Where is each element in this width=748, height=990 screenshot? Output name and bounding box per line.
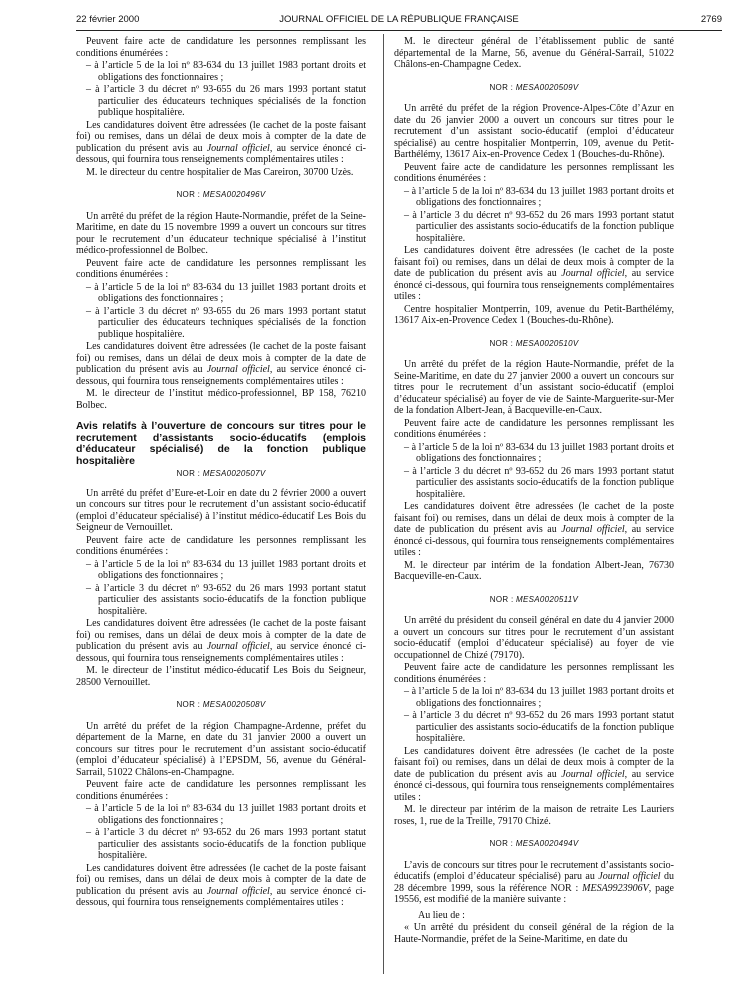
paragraph: Les candidatures doivent être adressées (le cachet de la poste faisant foi) ou remises, dans un délai de deux mois à compter de la date de publication du présent avis au Journal officiel, au service énoncé ci-dessous, qui fournira tous renseignements complémentaires utiles : <box>394 245 674 302</box>
list-item: – à l’article 5 de la loi nº 83-634 du 13 juillet 1983 portant droits et obligations des fonctionnaires ; <box>404 686 674 709</box>
paragraph: « Un arrêté du président du conseil général de la région de la Haute-Normandie, préfet de la Seine-Maritime, en date du <box>394 922 674 945</box>
paragraph: Un arrêté du préfet de la région Haute-Normandie, préfet de la Seine-Maritime, en date du 15 novembre 1999 a ouvert un concours sur titres pour le recrutement d’un éducateur technique spécialisé à l’institut médico-professionnel de Bolbec. <box>76 210 366 256</box>
list-item: – à l’article 5 de la loi nº 83-634 du 13 juillet 1983 portant droits et obligations des fonctionnaires ; <box>86 60 366 83</box>
paragraph: Les candidatures doivent être adressées (le cachet de la poste faisant foi) ou remises, dans un délai de deux mois à compter de la date de publication du présent avis au Journal officiel, au service énoncé ci-dessous, qui fournira tous renseignements complémentaires utiles : <box>76 618 366 664</box>
nor-reference: NOR : MESA0020496V <box>176 190 266 199</box>
paragraph: Les candidatures doivent être adressées (le cachet de la poste faisant foi) ou remises, dans un délai de deux mois à compter de la date de publication du présent avis au Journal officiel, au service énoncé ci-dessous, qui fournira tous renseignements complémentaires utiles : <box>76 341 366 387</box>
paragraph: M. le directeur de l’institut médico-éducatif Les Bois du Seigneur, 28500 Vernouillet. <box>76 665 366 688</box>
list-item: – à l’article 3 du décret nº 93-652 du 26 mars 1993 portant statut particulier des assistants socio-éducatifs de la fonction publique hospitalière. <box>404 209 674 244</box>
list-item: – à l’article 5 de la loi nº 83-634 du 13 juillet 1983 portant droits et obligations des fonctionnaires ; <box>404 441 674 464</box>
paragraph: M. le directeur par intérim de la fondation Albert-Jean, 76730 Bacqueville-en-Caux. <box>394 559 674 582</box>
nor-reference: NOR : MESA0020510V <box>489 338 579 348</box>
list-item: – à l’article 5 de la loi nº 83-634 du 13 juillet 1983 portant droits et obligations des fonctionnaires ; <box>86 281 366 304</box>
paragraph: Peuvent faire acte de candidature les personnes remplissant les conditions énumérées : <box>76 534 366 557</box>
paragraph: Les candidatures doivent être adressées (le cachet de la poste faisant foi) ou remises, dans un délai de deux mois à compter de la date de publication du présent avis au Journal officiel, au service énoncé ci-dessous, qui fournira tous renseignements complémentaires utiles : <box>76 862 366 908</box>
right-column <box>394 36 674 946</box>
paragraph: Peuvent faire acte de candidature les personnes remplissant les conditions énumérées : <box>394 417 674 440</box>
nor-reference: NOR : MESA0020508V <box>176 700 266 709</box>
list-item: – à l’article 3 du décret nº 93-655 du 26 mars 1993 portant statut particulier des éducateurs techniques spécialisés de la fonction publique hospitalière. <box>86 84 366 118</box>
header-rule <box>76 30 722 31</box>
list-item: – à l’article 3 du décret nº 93-652 du 26 mars 1993 portant statut particulier des assistants socio-éducatifs de la fonction publique hospitalière. <box>86 827 366 861</box>
list-item: – à l’article 3 du décret nº 93-652 du 26 mars 1993 portant statut particulier des assistants socio-éducatifs de la fonction publique hospitalière. <box>404 465 674 500</box>
paragraph: Centre hospitalier Montperrin, 109, avenue du Petit-Barthélémy, 13617 Aix-en-Provence Cedex 1 (Bouches-du-Rhône). <box>394 303 674 326</box>
paragraph: Un arrêté du préfet de la région Provence-Alpes-Côte d’Azur en date du 26 janvier 2000 a ouvert un concours sur titres pour le recrutement d’un assistant socio-éducatif (emploi d’éducateur spécialisé) au centre hospitalier Montperrin, 109, avenue du Petit-Barthélémy, 13617 Aix-en-Provence Cedex 1 (Bouches-du-Rhône). <box>394 103 674 160</box>
list-item: – à l’article 3 du décret nº 93-655 du 26 mars 1993 portant statut particulier des éducateurs techniques spécialisés de la fonction publique hospitalière. <box>86 305 366 340</box>
nor-reference: NOR : MESA0020511V <box>489 594 579 604</box>
paragraph: Les candidatures doivent être adressées (le cachet de la poste faisant foi) ou remises, dans un délai de deux mois à compter de la date de publication du présent avis au Journal officiel, au service énoncé ci-dessous, qui fournira tous renseignements complémentaires utiles : <box>394 745 674 803</box>
paragraph: Un arrêté du préfet de la région Champagne-Ardenne, préfet du département de la Marne, en date du 31 janvier 2000 a ouvert un concours sur titres pour le recrutement d’un assistant socio-éducatif (emploi d’éducateur spécialisé) à l’EPSDM, 56, avenue du Général-Sarrail, 51022 Châlons-en-Champagne. <box>76 720 366 778</box>
section-heading: Avis relatifs à l’ouverture de concours sur titres pour le recrutement d’assistants socio-éducatifs (emplois d’éducateur spécialisé) de la fonction publique hospitalière <box>76 420 366 467</box>
nor-reference: NOR : MESA0020507V <box>176 469 266 478</box>
list-item: – à l’article 5 de la loi nº 83-634 du 13 juillet 1983 portant droits et obligations des fonctionnaires ; <box>404 185 674 208</box>
list-item: – à l’article 5 de la loi nº 83-634 du 13 juillet 1983 portant droits et obligations des fonctionnaires ; <box>86 558 366 581</box>
paragraph: Les candidatures doivent être adressées (le cachet de la poste faisant foi) ou remises, dans un délai de deux mois à compter de la date de publication du présent avis au Journal officiel, au service énoncé ci-dessous, qui fournira tous renseignements complémentaires utiles : <box>76 119 366 165</box>
paragraph: Au lieu de : <box>418 909 465 921</box>
paragraph: Un arrêté du préfet de la région Haute-Normandie, préfet de la Seine-Maritime, en date du 27 janvier 2000 a ouvert un concours sur titres pour le recrutement d’un assistant socio-éducatif (emploi d’éducateur spécialisé) au foyer de vie de Sainte-Marguerite-sur-Mer de la fondation Albert-Jean, à Bacqueville-en-Caux. <box>394 359 674 416</box>
paragraph: Les candidatures doivent être adressées (le cachet de la poste faisant foi) ou remises, dans un délai de deux mois à compter de la date de publication du présent avis au Journal officiel, au service énoncé ci-dessous, qui fournira tous renseignements complémentaires utiles : <box>394 501 674 558</box>
list-item: – à l’article 3 du décret nº 93-652 du 26 mars 1993 portant statut particulier des assistants socio-éducatifs de la fonction publique hospitalière. <box>86 582 366 617</box>
nor-reference: NOR : MESA0020494V <box>489 839 579 848</box>
issue-date: 22 février 2000 <box>76 14 140 25</box>
paragraph: Un arrêté du préfet d’Eure-et-Loir en date du 2 février 2000 a ouvert un concours sur titres pour le recrutement d’un assistant socio-éducatif (emploi d’éducateur spécialisé) à l’institut médico-éducatif Les Bois du Seigneur de Vernouillet. <box>76 487 366 533</box>
paragraph: M. le directeur général de l’établissement public de santé départemental de la Marne, 56, avenue du Général-Sarrail, 51022 Châlons-en-Champagne Cedex. <box>394 36 674 70</box>
nor-reference: NOR : MESA0020509V <box>489 82 579 92</box>
paragraph: Peuvent faire acte de candidature les personnes remplissant les conditions énumérées : <box>76 36 366 59</box>
column-divider <box>383 34 384 974</box>
paragraph: Peuvent faire acte de candidature les personnes remplissant les conditions énumérées : <box>394 161 674 184</box>
page-header <box>76 14 722 28</box>
list-item: – à l’article 5 de la loi nº 83-634 du 13 juillet 1983 portant droits et obligations des fonctionnaires ; <box>86 803 366 826</box>
paragraph: Un arrêté du président du conseil général en date du 4 janvier 2000 a ouvert un concours sur titres pour le recrutement d’un assistant socio-éducatif (emploi d’éducateur spécialisé) au foyer de vie occupationnel de Chizé (79170). <box>394 615 674 661</box>
paragraph: M. le directeur du centre hospitalier de Mas Careiron, 30700 Uzès. <box>86 166 354 178</box>
paragraph: Peuvent faire acte de candidature les personnes remplissant les conditions énumérées : <box>394 662 674 685</box>
paragraph: M. le directeur par intérim de la maison de retraite Les Lauriers roses, 1, rue de la Treille, 79170 Chizé. <box>394 804 674 827</box>
left-column <box>76 36 366 910</box>
paragraph: L’avis de concours sur titres pour le recrutement d’assistants socio-éducatifs (emploi d’éducateur spécialisé) paru au Journal officiel du 28 décembre 1999, sous la référence NOR : MESA9923906V, page 19556, est modifié de la manière suivante : <box>394 859 674 905</box>
list-item: – à l’article 3 du décret nº 93-652 du 26 mars 1993 portant statut particulier des assistants socio-éducatifs de la fonction publique hospitalière. <box>404 710 674 744</box>
page-number: 2769 <box>700 14 722 25</box>
paragraph: Peuvent faire acte de candidature les personnes remplissant les conditions énumérées : <box>76 257 366 280</box>
journal-title: JOURNAL OFFICIEL DE LA RÉPUBLIQUE FRANÇAISE <box>279 14 519 25</box>
paragraph: Peuvent faire acte de candidature les personnes remplissant les conditions énumérées : <box>76 779 366 802</box>
paragraph: M. le directeur de l’institut médico-professionnel, BP 158, 76210 Bolbec. <box>76 388 366 411</box>
